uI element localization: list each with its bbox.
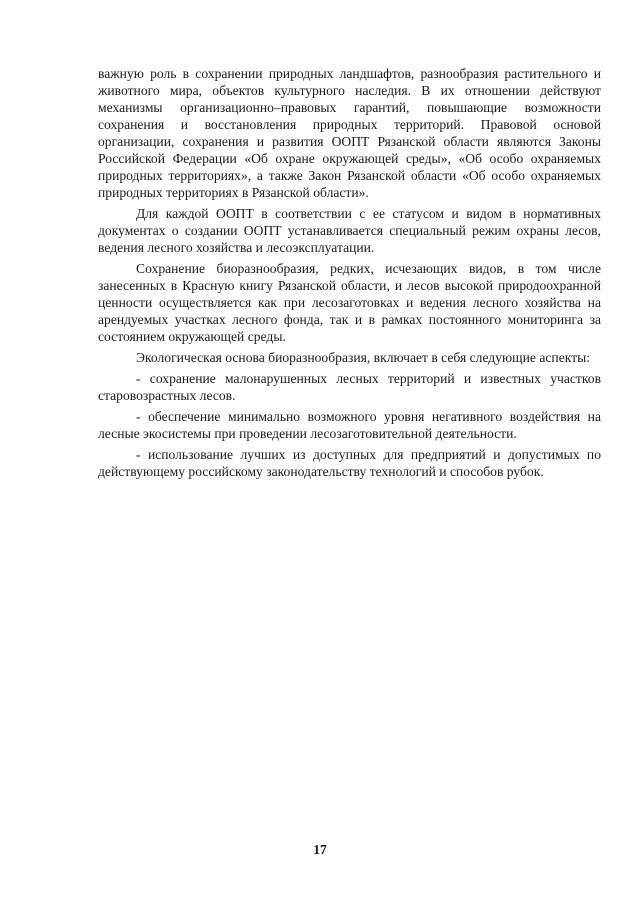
paragraph-ecological-basis: Экологическая основа биоразнообразия, включает в себя следующие аспекты:	[136, 350, 591, 365]
document-body	[98, 65, 601, 484]
list-item-best-technologies: - использование лучших из доступных для предприятий и допустимых по действующему российскому законодательству технологий и способов рубок.	[98, 447, 601, 479]
list-item-preservation: - сохранение малонарушенных лесных территорий и известных участков старовозрастных лесов.	[98, 371, 601, 403]
paragraph-oopt-regime: Для каждой ООПТ в соответствии с ее статусом и видом в нормативных документах о создании ООПТ устанавливается специальный режим охраны лесов, ведения лесного хозяйства и лесоэксплуатации.	[98, 206, 601, 255]
paragraph-continuation: важную роль в сохранении природных ландшафтов, разнообразия растительного и животного мира, объектов культурного наследия. В их отношении действуют механизмы организационно–правовых гарантий, повышающие возможности сохранения и восстановления природных территорий. Правовой основой организации, сохранения и развития ООПТ Рязанской области являются Законы Российской Федерации «Об охране окружающей среды», «Об особо охраняемых природных территориях», а также Закон Рязанской области «Об особо охраняемых природных территориях в Рязанской области».	[98, 66, 601, 200]
paragraph-biodiversity-conservation: Сохранение биоразнообразия, редких, исчезающих видов, в том числе занесенных в Красную книгу Рязанской области, и лесов высокой природоохранной ценности осуществляется как при лесозаготовках и ведения лесного хозяйства на арендуемых участках лесного фонда, так и в рамках постоянного мониторинга за состоянием окружающей среды.	[98, 261, 601, 344]
page-number: 17	[313, 842, 327, 857]
list-item-minimal-impact: - обеспечение минимально возможного уровня негативного воздействия на лесные экосистемы при проведении лесозаготовительной деятельности.	[98, 409, 601, 441]
